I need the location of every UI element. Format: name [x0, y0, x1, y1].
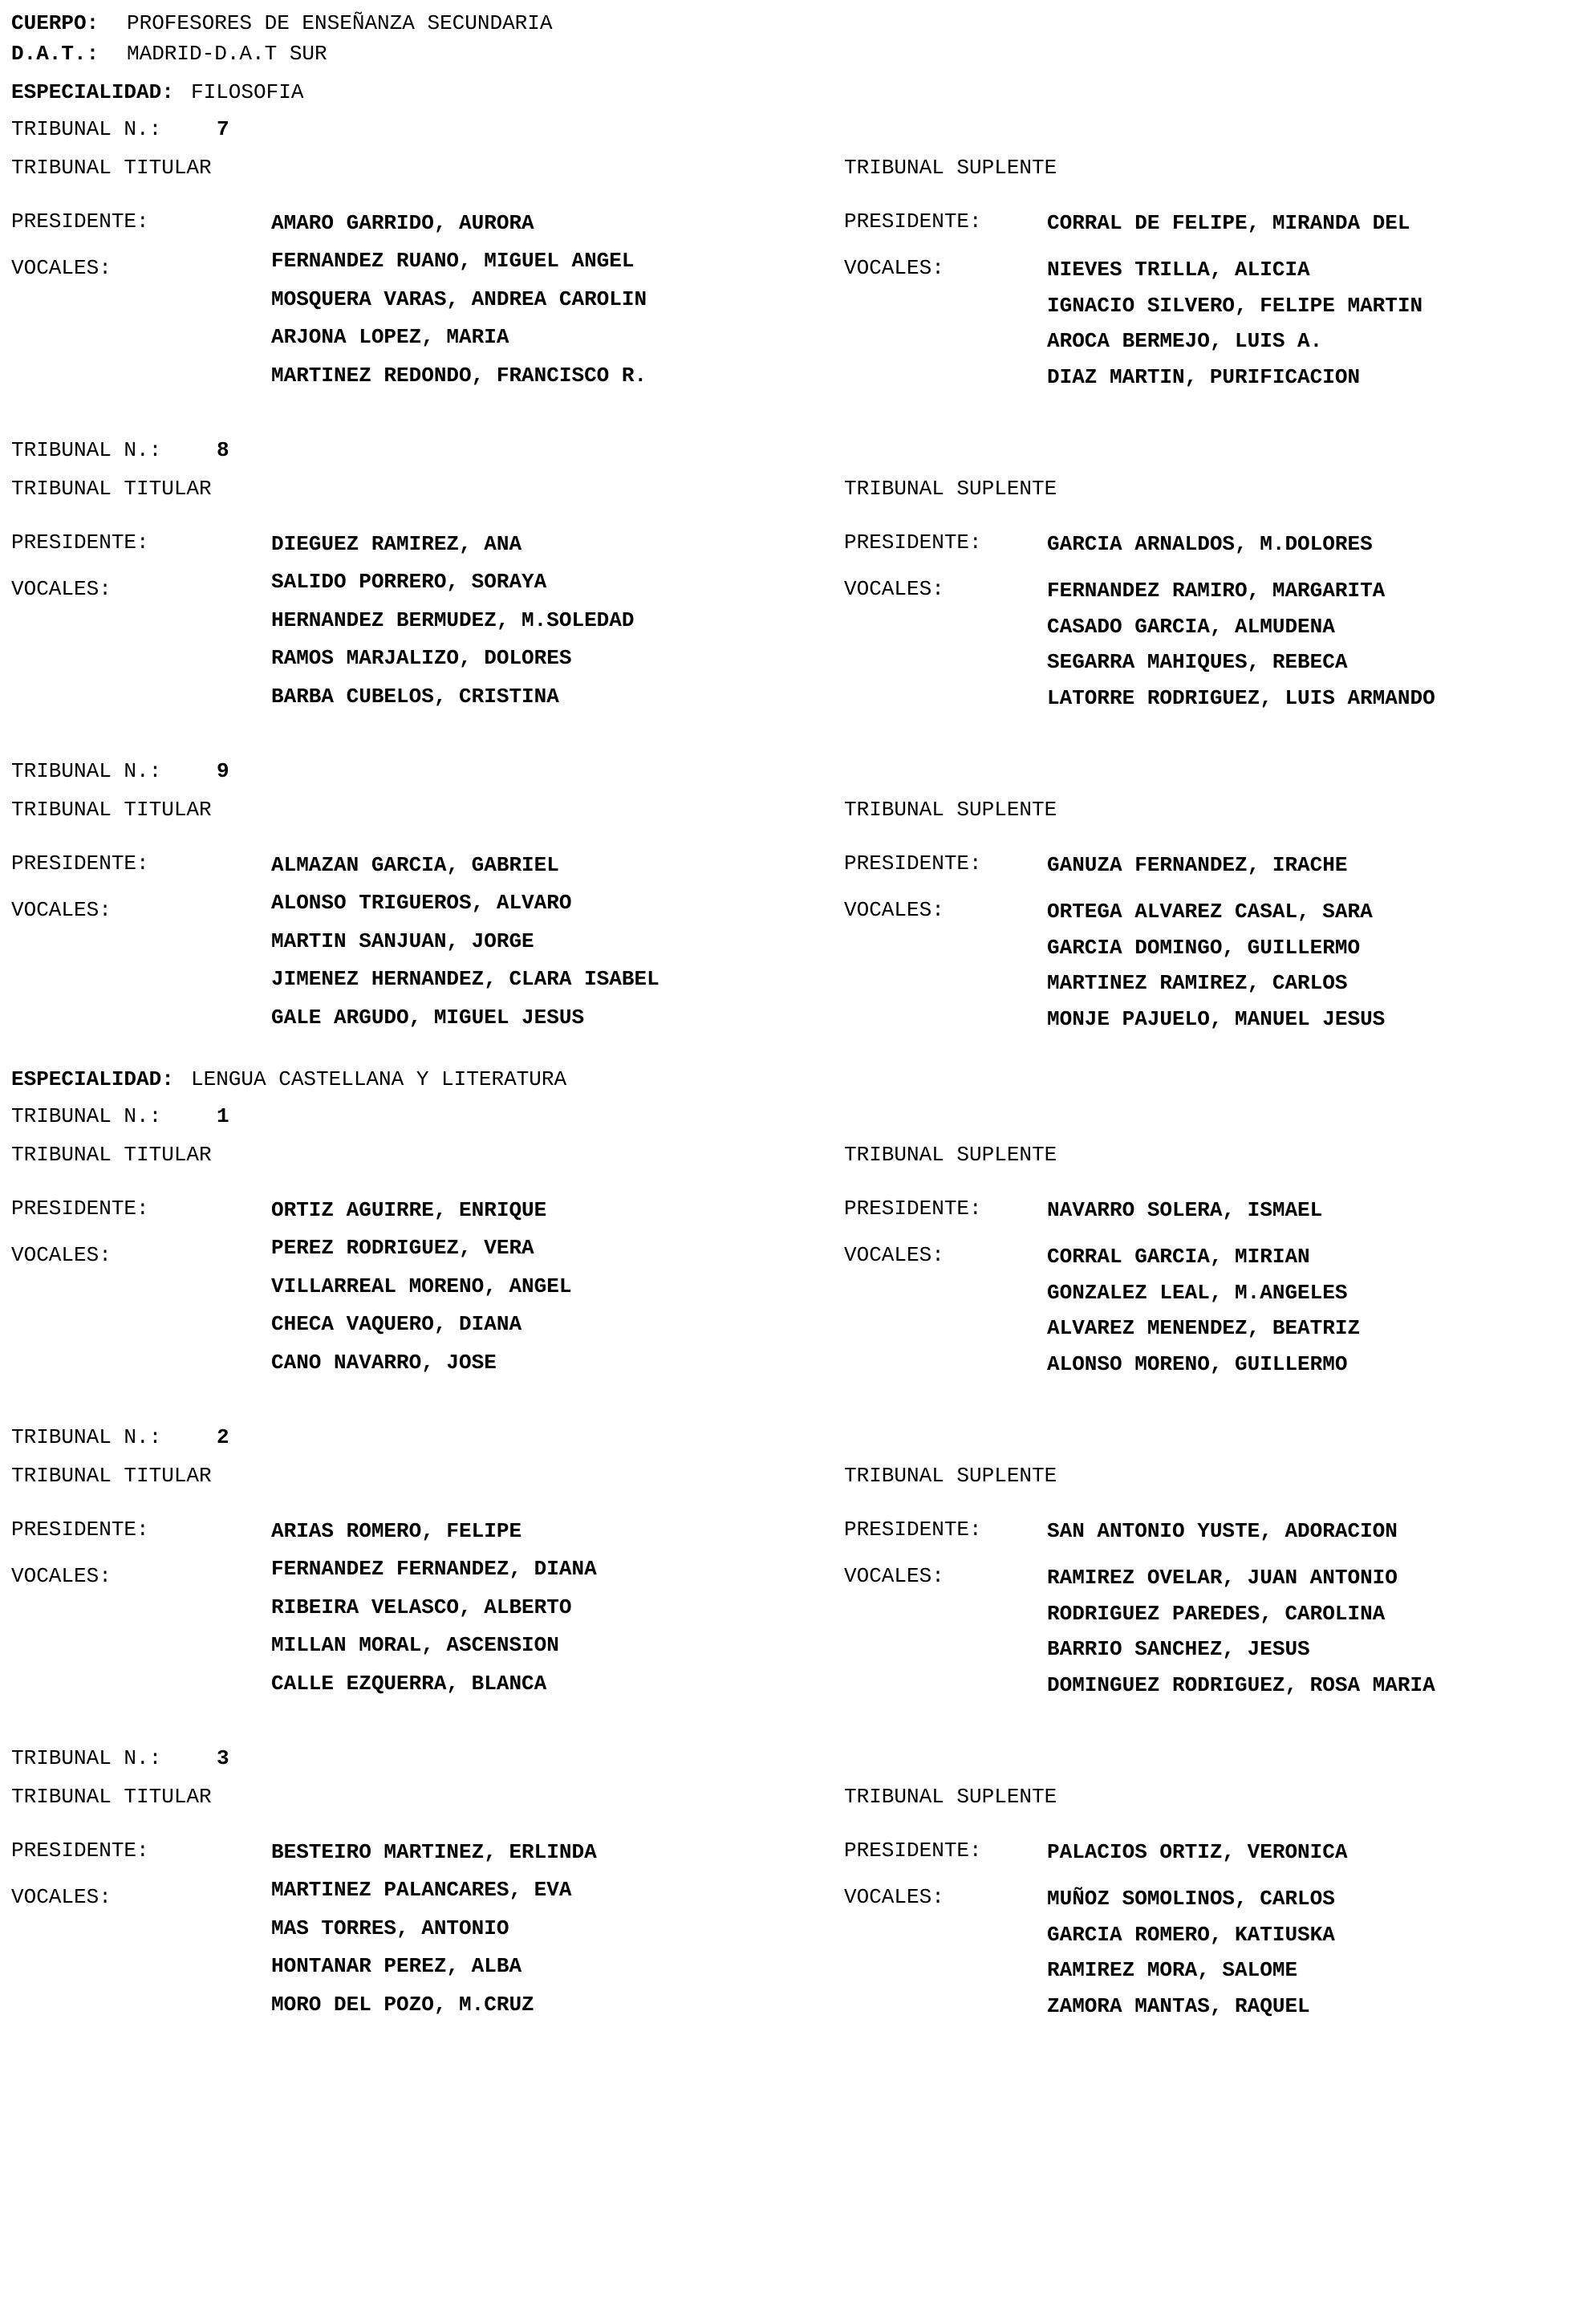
- suplente-presidente-name: GARCIA ARNALDOS, M.DOLORES: [1047, 532, 1373, 556]
- suplente-vocal-name: ORTEGA ALVAREZ CASAL, SARA: [1047, 900, 1373, 924]
- suplente-presidente-name: PALACIOS ORTIZ, VERONICA: [1047, 1840, 1348, 1864]
- suplente-vocales-label: VOCALES:: [844, 898, 944, 922]
- titular-presidente-name: ALMAZAN GARCIA, GABRIEL: [271, 853, 559, 877]
- suplente-vocal-name: GONZALEZ LEAL, M.ANGELES: [1047, 1281, 1348, 1305]
- suplente-vocal-name: ZAMORA MANTAS, RAQUEL: [1047, 1994, 1310, 2018]
- titular-vocales-label: VOCALES:: [11, 898, 112, 922]
- titular-vocal-name: FERNANDEZ RUANO, MIGUEL ANGEL: [271, 249, 635, 273]
- tribunal-titular-heading: TRIBUNAL TITULAR: [11, 1464, 212, 1488]
- suplente-presidente-label: PRESIDENTE:: [844, 1197, 982, 1221]
- titular-presidente-name: DIEGUEZ RAMIREZ, ANA: [271, 532, 522, 556]
- suplente-vocal-name: IGNACIO SILVERO, FELIPE MARTIN: [1047, 294, 1423, 318]
- suplente-vocal-name: ALVAREZ MENENDEZ, BEATRIZ: [1047, 1316, 1361, 1340]
- dat-label: D.A.T.:: [11, 42, 99, 66]
- especialidad-label: ESPECIALIDAD:: [11, 80, 174, 104]
- tribunal-number: 3: [217, 1746, 229, 1770]
- tribunal-suplente-heading: TRIBUNAL SUPLENTE: [844, 156, 1057, 180]
- titular-vocal-name: CALLE EZQUERRA, BLANCA: [271, 1672, 547, 1696]
- suplente-vocal-name: RAMIREZ OVELAR, JUAN ANTONIO: [1047, 1566, 1398, 1590]
- titular-presidente-name: ARIAS ROMERO, FELIPE: [271, 1519, 522, 1543]
- titular-vocal-name: MILLAN MORAL, ASCENSION: [271, 1633, 559, 1657]
- tribunal-number-label: TRIBUNAL N.:: [11, 438, 162, 462]
- tribunal-titular-heading: TRIBUNAL TITULAR: [11, 1785, 212, 1809]
- titular-vocal-name: HERNANDEZ BERMUDEZ, M.SOLEDAD: [271, 608, 635, 632]
- suplente-presidente-label: PRESIDENTE:: [844, 1838, 982, 1863]
- suplente-vocal-name: RAMIREZ MORA, SALOME: [1047, 1958, 1298, 1982]
- suplente-vocal-name: ALONSO MORENO, GUILLERMO: [1047, 1352, 1348, 1376]
- titular-vocal-name: CANO NAVARRO, JOSE: [271, 1351, 497, 1375]
- tribunal-number-label: TRIBUNAL N.:: [11, 117, 162, 141]
- suplente-vocales-label: VOCALES:: [844, 1243, 944, 1267]
- suplente-vocal-name: MUÑOZ SOMOLINOS, CARLOS: [1047, 1887, 1335, 1911]
- titular-presidente-label: PRESIDENTE:: [11, 851, 149, 876]
- titular-vocal-name: RAMOS MARJALIZO, DOLORES: [271, 646, 572, 670]
- suplente-presidente-label: PRESIDENTE:: [844, 209, 982, 234]
- suplente-vocal-name: GARCIA ROMERO, KATIUSKA: [1047, 1923, 1335, 1947]
- titular-vocal-name: MARTINEZ REDONDO, FRANCISCO R.: [271, 364, 647, 388]
- tribunal-titular-heading: TRIBUNAL TITULAR: [11, 798, 212, 822]
- suplente-vocal-name: CORRAL GARCIA, MIRIAN: [1047, 1245, 1310, 1269]
- cuerpo-label: CUERPO:: [11, 11, 99, 35]
- tribunal-titular-heading: TRIBUNAL TITULAR: [11, 477, 212, 501]
- cuerpo-value: PROFESORES DE ENSEÑANZA SECUNDARIA: [127, 11, 553, 35]
- suplente-presidente-label: PRESIDENTE:: [844, 1518, 982, 1542]
- titular-vocal-name: PEREZ RODRIGUEZ, VERA: [271, 1236, 534, 1260]
- dat-value: MADRID-D.A.T SUR: [127, 42, 327, 66]
- tribunal-number-label: TRIBUNAL N.:: [11, 759, 162, 783]
- titular-vocales-label: VOCALES:: [11, 256, 112, 280]
- suplente-vocales-label: VOCALES:: [844, 1885, 944, 1909]
- titular-vocal-name: MARTIN SANJUAN, JORGE: [271, 929, 534, 953]
- suplente-presidente-name: CORRAL DE FELIPE, MIRANDA DEL: [1047, 211, 1410, 235]
- titular-vocales-label: VOCALES:: [11, 1564, 112, 1588]
- titular-presidente-label: PRESIDENTE:: [11, 1838, 149, 1863]
- titular-presidente-label: PRESIDENTE:: [11, 209, 149, 234]
- suplente-presidente-label: PRESIDENTE:: [844, 851, 982, 876]
- suplente-presidente-name: SAN ANTONIO YUSTE, ADORACION: [1047, 1519, 1398, 1543]
- suplente-vocal-name: FERNANDEZ RAMIRO, MARGARITA: [1047, 579, 1386, 603]
- titular-vocal-name: JIMENEZ HERNANDEZ, CLARA ISABEL: [271, 967, 660, 991]
- titular-vocal-name: CHECA VAQUERO, DIANA: [271, 1312, 522, 1336]
- titular-vocales-label: VOCALES:: [11, 577, 112, 601]
- suplente-presidente-label: PRESIDENTE:: [844, 530, 982, 555]
- titular-vocales-label: VOCALES:: [11, 1243, 112, 1267]
- tribunal-suplente-heading: TRIBUNAL SUPLENTE: [844, 1143, 1057, 1167]
- titular-vocal-name: HONTANAR PEREZ, ALBA: [271, 1954, 522, 1978]
- especialidad-value: FILOSOFIA: [191, 80, 304, 104]
- tribunal-suplente-heading: TRIBUNAL SUPLENTE: [844, 1785, 1057, 1809]
- tribunal-titular-heading: TRIBUNAL TITULAR: [11, 156, 212, 180]
- titular-vocal-name: MORO DEL POZO, M.CRUZ: [271, 1993, 534, 2017]
- tribunal-titular-heading: TRIBUNAL TITULAR: [11, 1143, 212, 1167]
- tribunal-suplente-heading: TRIBUNAL SUPLENTE: [844, 477, 1057, 501]
- titular-vocal-name: ALONSO TRIGUEROS, ALVARO: [271, 891, 572, 915]
- titular-vocal-name: GALE ARGUDO, MIGUEL JESUS: [271, 1006, 585, 1030]
- suplente-vocal-name: NIEVES TRILLA, ALICIA: [1047, 258, 1310, 282]
- titular-vocal-name: BARBA CUBELOS, CRISTINA: [271, 685, 559, 709]
- titular-vocal-name: ARJONA LOPEZ, MARIA: [271, 325, 509, 349]
- tribunal-number-label: TRIBUNAL N.:: [11, 1425, 162, 1449]
- titular-presidente-name: BESTEIRO MARTINEZ, ERLINDA: [271, 1840, 597, 1864]
- tribunal-number: 7: [217, 117, 229, 141]
- titular-presidente-label: PRESIDENTE:: [11, 1518, 149, 1542]
- suplente-vocal-name: GARCIA DOMINGO, GUILLERMO: [1047, 936, 1361, 960]
- suplente-vocal-name: SEGARRA MAHIQUES, REBECA: [1047, 650, 1348, 674]
- suplente-vocal-name: LATORRE RODRIGUEZ, LUIS ARMANDO: [1047, 686, 1435, 710]
- titular-vocal-name: VILLARREAL MORENO, ANGEL: [271, 1274, 572, 1298]
- titular-vocal-name: SALIDO PORRERO, SORAYA: [271, 570, 547, 594]
- suplente-vocal-name: DIAZ MARTIN, PURIFICACION: [1047, 365, 1361, 389]
- suplente-presidente-name: NAVARRO SOLERA, ISMAEL: [1047, 1198, 1323, 1222]
- tribunal-suplente-heading: TRIBUNAL SUPLENTE: [844, 798, 1057, 822]
- tribunal-number: 2: [217, 1425, 229, 1449]
- suplente-vocales-label: VOCALES:: [844, 577, 944, 601]
- titular-vocales-label: VOCALES:: [11, 1885, 112, 1909]
- suplente-vocal-name: MARTINEZ RAMIREZ, CARLOS: [1047, 971, 1348, 995]
- titular-vocal-name: FERNANDEZ FERNANDEZ, DIANA: [271, 1557, 597, 1581]
- tribunal-number-label: TRIBUNAL N.:: [11, 1746, 162, 1770]
- titular-vocal-name: MARTINEZ PALANCARES, EVA: [271, 1878, 572, 1902]
- tribunal-number-label: TRIBUNAL N.:: [11, 1104, 162, 1128]
- titular-presidente-name: AMARO GARRIDO, AURORA: [271, 211, 534, 235]
- titular-presidente-label: PRESIDENTE:: [11, 1197, 149, 1221]
- titular-presidente-name: ORTIZ AGUIRRE, ENRIQUE: [271, 1198, 547, 1222]
- especialidad-value: LENGUA CASTELLANA Y LITERATURA: [191, 1067, 567, 1091]
- titular-presidente-label: PRESIDENTE:: [11, 530, 149, 555]
- suplente-vocal-name: DOMINGUEZ RODRIGUEZ, ROSA MARIA: [1047, 1673, 1435, 1697]
- especialidad-label: ESPECIALIDAD:: [11, 1067, 174, 1091]
- tribunal-number: 9: [217, 759, 229, 783]
- suplente-vocales-label: VOCALES:: [844, 256, 944, 280]
- suplente-vocal-name: AROCA BERMEJO, LUIS A.: [1047, 329, 1323, 353]
- titular-vocal-name: RIBEIRA VELASCO, ALBERTO: [271, 1595, 572, 1619]
- suplente-vocal-name: BARRIO SANCHEZ, JESUS: [1047, 1637, 1310, 1661]
- tribunal-suplente-heading: TRIBUNAL SUPLENTE: [844, 1464, 1057, 1488]
- suplente-vocal-name: MONJE PAJUELO, MANUEL JESUS: [1047, 1007, 1386, 1031]
- suplente-presidente-name: GANUZA FERNANDEZ, IRACHE: [1047, 853, 1348, 877]
- tribunal-number: 1: [217, 1104, 229, 1128]
- tribunal-number: 8: [217, 438, 229, 462]
- suplente-vocal-name: CASADO GARCIA, ALMUDENA: [1047, 615, 1335, 639]
- suplente-vocales-label: VOCALES:: [844, 1564, 944, 1588]
- titular-vocal-name: MAS TORRES, ANTONIO: [271, 1916, 509, 1940]
- titular-vocal-name: MOSQUERA VARAS, ANDREA CAROLIN: [271, 287, 647, 311]
- suplente-vocal-name: RODRIGUEZ PAREDES, CAROLINA: [1047, 1602, 1386, 1626]
